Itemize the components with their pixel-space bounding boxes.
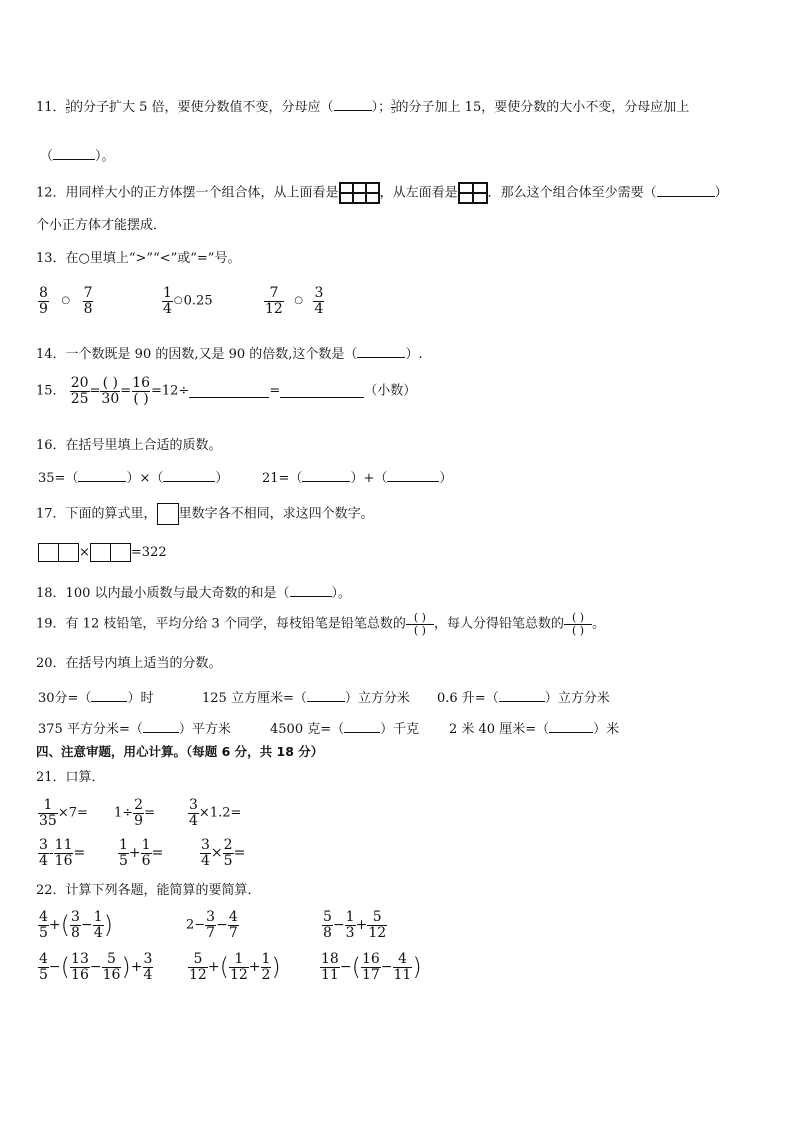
answer-blank[interactable] (53, 147, 95, 160)
fraction: $\frac{13}{16}$ (71, 951, 89, 983)
answer-blank[interactable] (334, 98, 372, 111)
fraction: $\frac{11}{16}$ (54, 837, 73, 869)
question-17: 17．下面的算式里， 里数字各不相同，求这四个数字。 (36, 503, 374, 525)
q20-item: 4500 克=（ ）千克 (270, 722, 420, 737)
left-view-grid (458, 182, 488, 204)
oral-calc-item: $\frac{1}{35}$ ×7= (39, 797, 88, 829)
q20-item: 375 平方分米=（ ）平方米 (38, 722, 231, 737)
fraction: $\frac{1}{4}$ (163, 285, 172, 317)
fraction: $\frac{1}{6}$ (141, 837, 151, 869)
q20-item: 0.6 升=（ ）立方分米 (437, 691, 610, 706)
answer-blank[interactable] (143, 720, 179, 733)
compare-item-2: $\frac{1}{4}$ ○0.25 (163, 285, 213, 317)
answer-blank[interactable] (78, 469, 126, 482)
calc-expression-1: $\frac{4}{5}$ +( $\frac{3}{8}$ − $\frac{1}{4}$ ) (39, 909, 113, 941)
fraction: $\frac{3}{8}$ (71, 909, 80, 941)
answer-blank[interactable] (91, 689, 127, 702)
fraction: $\frac{1}{12}$ (229, 951, 248, 983)
digit-box[interactable] (110, 543, 131, 562)
fraction: $\frac{18}{11}$ (321, 951, 339, 983)
calc-expression-2: 2− $\frac{3}{7}$ − $\frac{4}{7}$ (186, 909, 238, 941)
answer-blank[interactable] (302, 469, 350, 482)
answer-blank[interactable] (344, 720, 380, 733)
question-number: 18． (36, 586, 66, 601)
question-19: 19．有 12 枝铅笔，平均分给 3 个同学，每枝铅笔是铅笔总数的 $\frac{( )}{( )}$ ，每人分得铅笔总数的 $\frac{( )}{( )}$ 。 (36, 611, 606, 637)
fraction-blank[interactable]: $\frac{( )}{30}$ (101, 375, 120, 407)
answer-blank[interactable] (307, 689, 345, 702)
fraction: $\frac{3}{4}$ (143, 951, 153, 983)
q20-item: 125 立方厘米=（ ）立方分米 (202, 691, 410, 706)
question-number: 11． (36, 100, 66, 115)
fraction-blank[interactable]: $\frac{( )}{( )}$ (564, 612, 592, 636)
right-paren: ) (103, 911, 113, 940)
compare-circle[interactable]: ○ (173, 295, 183, 307)
question-13: 13．在○里填上“>”“<”或“=”号。 (36, 251, 241, 266)
oral-calc-item: $\frac{3}{4}$ × $\frac{2}{5}$ = (201, 837, 246, 869)
answer-blank[interactable] (387, 469, 439, 482)
fraction: $\frac{4}{7}$ (228, 909, 238, 941)
fraction: $\frac{5}{12}$ (189, 951, 207, 983)
left-paren: ( (351, 953, 361, 982)
oral-calc-item: $\frac{3}{4}$ - $\frac{11}{16}$ = (39, 837, 86, 869)
digit-box[interactable] (58, 543, 79, 562)
left-paren: ( (60, 911, 71, 940)
question-number: 17． (36, 506, 66, 522)
question-16-left: 35=（ ）×（ ） (38, 471, 229, 486)
fraction: $\frac{4}{5}$ (39, 909, 48, 941)
question-number: 22． (36, 883, 66, 898)
compare-item-1 (38, 286, 93, 316)
left-paren: ( (219, 953, 229, 982)
question-number: 19． (36, 616, 66, 632)
question-16: 16．在括号里填上合适的质数。 (36, 438, 222, 453)
fraction: $\frac{3}{5}$ (391, 99, 396, 115)
oral-calc-item: $\frac{1}{5}$ + $\frac{1}{6}$ = (119, 837, 164, 869)
question-20: 20．在括号内填上适当的分数。 (36, 656, 222, 671)
fraction: $\frac{5}{16}$ (102, 951, 121, 983)
q20-item: 2 米 40 厘米=（ ）米 (449, 722, 620, 737)
question-number: 15． (36, 383, 66, 399)
question-number: 16． (36, 438, 66, 453)
question-12-continued: 个小正方体才能摆成． (36, 218, 167, 233)
question-number: 13． (36, 251, 66, 266)
top-view-grid (339, 182, 380, 204)
compare-circle[interactable]: ○ (294, 295, 304, 307)
fraction: $\frac{5}{8}$ (323, 909, 332, 941)
calc-expression-5: $\frac{5}{12}$ +( $\frac{1}{12}$ + $\frac{1}{2}$ ) (189, 951, 281, 983)
question-number: 20． (36, 656, 66, 671)
fraction: $\frac{1}{2}$ (261, 951, 271, 983)
question-number: 14． (36, 347, 66, 362)
left-paren: ( (60, 953, 71, 982)
oral-calc-item: $\frac{3}{4}$ ×1.2= (189, 797, 242, 829)
fraction-blank[interactable]: $\frac{( )}{( )}$ (406, 612, 434, 636)
question-18: 18．100 以内最小质数与最大奇数的和是（ ）。 (36, 586, 352, 601)
question-11-continued: （ ）。 (40, 149, 115, 164)
right-paren: ) (121, 953, 131, 982)
answer-blank[interactable] (290, 584, 332, 597)
question-14: 14．一个数既是 90 的因数,又是 90 的倍数,这个数是（ ）. (36, 347, 423, 362)
section-heading: 四、注意审题，用心计算。（每题 6 分，共 18 分） (36, 744, 324, 759)
fraction: $\frac{3}{4}$ (189, 797, 198, 829)
calc-expression-3: $\frac{5}{8}$ − $\frac{1}{3}$ + $\frac{5}{12}$ (323, 909, 387, 941)
fraction: $\frac{3}{4}$ (201, 837, 210, 869)
fraction: $\frac{2}{5}$ (223, 837, 233, 869)
fraction: $\frac{8}{9}$ (39, 285, 48, 317)
question-11: 11． $\frac{3}{5}$ 的分子扩大 5 倍，要使分数值不变，分母应（ ）； $\frac{3}{5}$ 的分子加上 15，要使分数的大小不变，分母应加上 (36, 99, 690, 115)
right-paren: ) (271, 953, 281, 982)
question-17-equation: × =322 (38, 543, 167, 562)
question-15: 15． $\frac{20}{25}$ = $\frac{( )}{30}$ = $\frac{16}{( )}$ =12÷ = （小数） (36, 375, 417, 407)
fraction: $\frac{3}{7}$ (206, 909, 216, 941)
fraction: $\frac{1}{3}$ (345, 909, 355, 941)
fraction-blank[interactable]: $\frac{16}{( )}$ (132, 375, 150, 407)
fraction: $\frac{7}{8}$ (83, 285, 93, 317)
question-12: 12．用同样大小的正方体摆一个组合体，从上面看是 ，从左面看是 ．那么这个组合体至少需要（ ） (36, 182, 728, 204)
fraction: $\frac{1}{5}$ (119, 837, 128, 869)
fraction: $\frac{3}{5}$ (65, 99, 71, 115)
fraction: $\frac{1}{4}$ (93, 909, 103, 941)
answer-blank[interactable] (280, 385, 364, 398)
calc-expression-6: $\frac{18}{11}$ −( $\frac{16}{17}$ − $\frac{4}{11}$ ) (321, 951, 422, 983)
question-21: 21．口算． (36, 770, 105, 785)
fraction: $\frac{4}{11}$ (393, 951, 412, 983)
right-paren: ) (412, 953, 422, 982)
fraction: $\frac{2}{9}$ (134, 797, 144, 829)
fraction: $\frac{20}{25}$ (70, 375, 89, 407)
digit-box[interactable] (38, 543, 59, 562)
q20-item: 30分=（ ）时 (38, 691, 154, 706)
answer-blank[interactable] (657, 184, 715, 197)
question-16-right: 21=（ ）+（ ） (262, 471, 453, 486)
digit-box (157, 503, 179, 525)
question-22: 22．计算下列各题，能简算的要简算． (36, 883, 261, 898)
fraction: $\frac{4}{5}$ (39, 951, 48, 983)
fraction: $\frac{5}{12}$ (368, 909, 387, 941)
compare-item-3 (264, 286, 324, 316)
fraction: $\frac{3}{4}$ (39, 837, 48, 869)
answer-blank[interactable] (357, 345, 405, 358)
question-number: 12． (36, 185, 66, 201)
calc-expression-4: $\frac{4}{5}$ −( $\frac{13}{16}$ − $\frac{5}{16}$ )+ $\frac{3}{4}$ (39, 951, 153, 983)
answer-blank[interactable] (549, 720, 593, 733)
fraction: $\frac{1}{35}$ (39, 797, 57, 829)
answer-blank[interactable] (189, 385, 269, 398)
fraction: $\frac{7}{12}$ (265, 285, 283, 317)
fraction: $\frac{16}{17}$ (361, 951, 380, 983)
answer-blank[interactable] (163, 469, 215, 482)
fraction: $\frac{3}{4}$ (314, 285, 324, 317)
answer-blank[interactable] (499, 689, 545, 702)
digit-box[interactable] (90, 543, 111, 562)
question-number: 21． (36, 770, 66, 785)
compare-circle[interactable]: ○ (61, 295, 71, 307)
oral-calc-item: 1÷ $\frac{2}{9}$ = (114, 797, 155, 829)
